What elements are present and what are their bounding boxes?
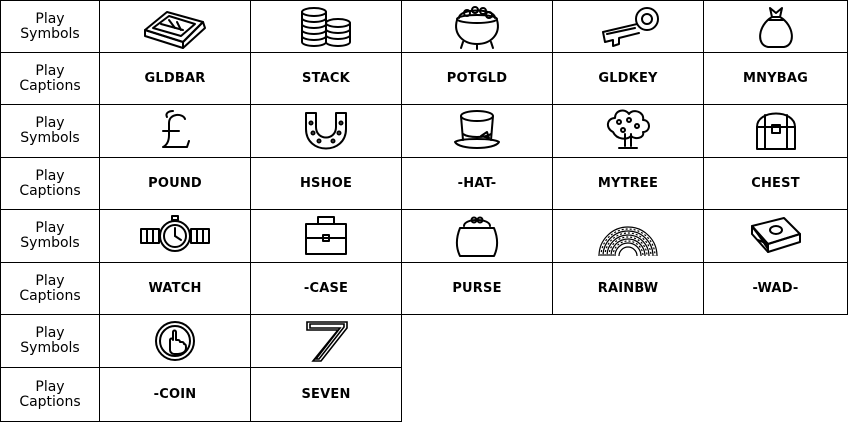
row-label-captions <box>0 158 100 210</box>
caption-cell <box>704 53 848 105</box>
caption-cell <box>704 263 848 315</box>
caption-text: WATCH <box>148 281 202 296</box>
caption-cell <box>704 158 848 210</box>
symbol-cell <box>100 315 251 368</box>
row-label-text: Play Captions <box>19 167 81 199</box>
caption-text: HSHOE <box>299 176 353 191</box>
row-label-captions <box>0 53 100 105</box>
caption-cell <box>251 53 402 105</box>
caption-cell <box>100 53 251 105</box>
caption-text: STACK <box>302 71 350 86</box>
symbol-cell <box>402 0 553 53</box>
hand-coin-icon <box>152 318 198 364</box>
caption-cell <box>100 263 251 315</box>
caption-text: -HAT- <box>457 176 497 191</box>
symbol-cell <box>704 210 848 263</box>
symbol-cell <box>704 105 848 158</box>
caption-text: MYTREE <box>597 176 659 191</box>
caption-text: RAINBW <box>597 281 659 296</box>
caption-text: -COIN <box>153 387 197 402</box>
caption-cell <box>553 158 704 210</box>
symbol-cell <box>553 210 704 263</box>
caption-text: CHEST <box>751 176 800 191</box>
caption-text: SEVEN <box>301 387 351 402</box>
row-label-text: Play Symbols <box>20 10 80 42</box>
pound-sign-icon <box>155 109 195 153</box>
caption-text: -CASE <box>303 281 349 296</box>
gold-bar-icon <box>139 4 211 50</box>
cash-wad-icon <box>748 214 804 258</box>
briefcase-icon <box>301 214 351 258</box>
symbol-cell <box>100 105 251 158</box>
symbol-cell <box>402 210 553 263</box>
caption-text: GLDKEY <box>598 71 658 86</box>
horseshoe-icon <box>300 109 352 153</box>
symbol-cell <box>553 105 704 158</box>
symbol-cell <box>251 315 402 368</box>
row-label-text: Play Symbols <box>20 115 80 146</box>
row-label-text: Play Symbols <box>20 325 80 356</box>
row-label-text: Play Captions <box>19 272 81 304</box>
caption-cell <box>402 53 553 105</box>
caption-cell <box>251 263 402 315</box>
row-label-captions <box>0 263 100 315</box>
caption-text: POUND <box>148 176 202 191</box>
row-label-text: Play Symbols <box>20 220 80 251</box>
caption-cell <box>402 158 553 210</box>
row-label-captions <box>0 368 100 422</box>
money-bag-icon <box>753 4 799 50</box>
caption-text: GLDBAR <box>144 71 206 86</box>
caption-cell <box>553 53 704 105</box>
symbol-cell <box>100 0 251 53</box>
caption-cell <box>251 368 402 422</box>
top-hat-icon <box>451 108 503 154</box>
symbol-cell <box>402 105 553 158</box>
row-label-symbols <box>0 0 100 53</box>
symbol-cell <box>251 210 402 263</box>
caption-cell <box>553 263 704 315</box>
wristwatch-icon <box>139 213 211 259</box>
treasure-chest-icon <box>751 109 801 153</box>
purse-icon <box>452 214 502 258</box>
caption-cell <box>402 263 553 315</box>
caption-cell <box>251 158 402 210</box>
caption-text: -WAD- <box>752 281 799 296</box>
row-label-text: Play Captions <box>19 62 81 94</box>
seven-icon <box>301 319 351 363</box>
row-label-symbols <box>0 210 100 263</box>
symbol-cell <box>251 105 402 158</box>
row-label-symbols <box>0 315 100 368</box>
row-label-symbols <box>0 105 100 158</box>
gold-key-icon <box>593 4 663 50</box>
symbol-cell <box>251 0 402 53</box>
caption-text: MNYBAG <box>742 71 809 86</box>
rainbow-icon <box>595 214 661 258</box>
caption-cell <box>100 368 251 422</box>
symbol-cell <box>704 0 848 53</box>
caption-text: POTGLD <box>446 71 508 86</box>
coin-stack-icon <box>294 5 358 49</box>
money-tree-icon <box>603 108 653 154</box>
caption-cell <box>100 158 251 210</box>
symbol-cell <box>100 210 251 263</box>
row-label-text: Play Captions <box>19 378 81 410</box>
caption-text: PURSE <box>452 281 502 296</box>
pot-of-gold-icon <box>449 4 505 50</box>
symbol-cell <box>553 0 704 53</box>
